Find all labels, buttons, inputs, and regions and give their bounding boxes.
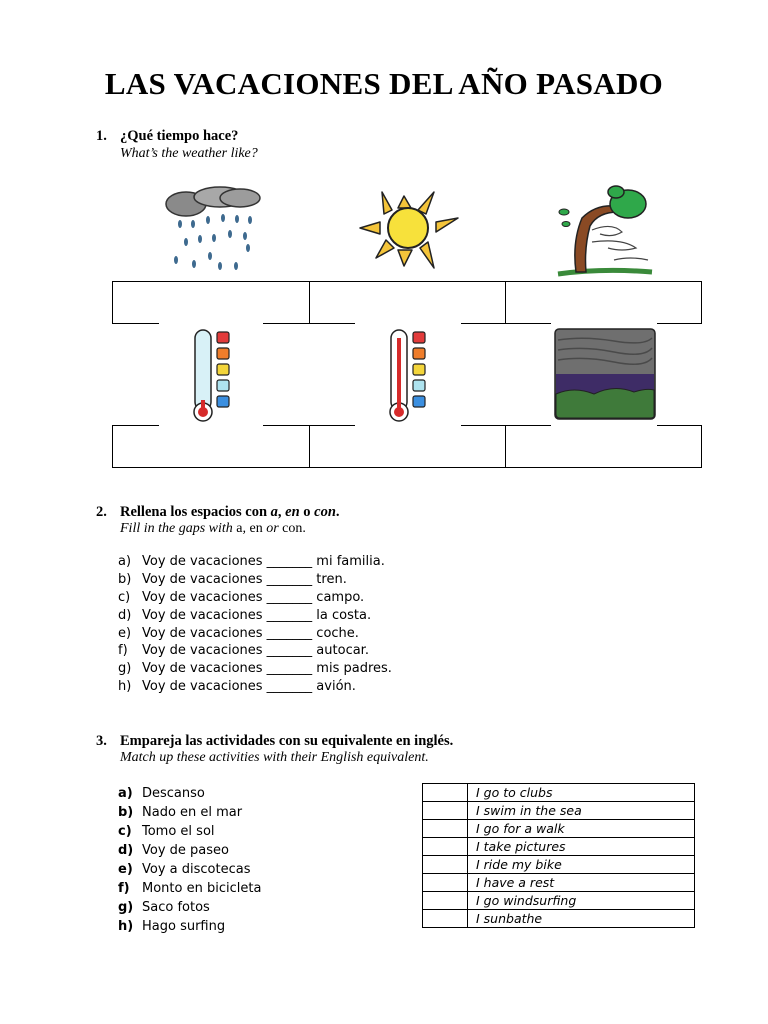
item-text: Voy de vacaciones _______ autocar. <box>142 643 369 659</box>
activity-text: Tomo el sol <box>142 824 215 839</box>
english-activity-cell: I go windsurfing <box>468 892 695 910</box>
rain-cloud-icon <box>160 184 264 276</box>
gap-fill-item <box>118 626 392 644</box>
windy-tree-icon <box>552 182 656 278</box>
weather-answer-row-1 <box>112 281 702 324</box>
answer-cell[interactable] <box>423 874 468 892</box>
activity-label: d) <box>118 843 134 858</box>
q2-number: 2. <box>96 504 107 520</box>
activity-item <box>118 805 261 824</box>
activity-label: c) <box>118 824 132 839</box>
answer-cell[interactable] <box>423 802 468 820</box>
activity-item <box>118 786 261 805</box>
table-row <box>423 820 695 838</box>
q1-number: 1. <box>96 128 107 144</box>
table-row <box>423 874 695 892</box>
english-activity-cell: I sunbathe <box>468 910 695 928</box>
table-row <box>423 802 695 820</box>
item-label: a) <box>118 554 132 569</box>
activity-text: Nado en el mar <box>142 805 243 820</box>
table-row <box>423 910 695 928</box>
activity-label: e) <box>118 862 133 877</box>
english-activity-cell: I go to clubs <box>468 784 695 802</box>
activity-item <box>118 881 261 900</box>
english-activity-cell: I take pictures <box>468 838 695 856</box>
hot-thermometer-icon <box>386 328 432 424</box>
english-activity-cell: I ride my bike <box>468 856 695 874</box>
activity-item <box>118 824 261 843</box>
activity-item <box>118 843 261 862</box>
matching-table <box>422 783 695 928</box>
gap-fill-item <box>118 643 392 661</box>
activity-label: a) <box>118 786 133 801</box>
gap-fill-item <box>118 608 392 626</box>
page-title: LAS VACACIONES DEL AÑO PASADO <box>104 66 664 101</box>
item-label: g) <box>118 661 132 677</box>
activity-item <box>118 900 261 919</box>
q3-heading: Empareja las actividades con su equivalente en inglés. <box>120 733 454 749</box>
activity-text: Voy a discotecas <box>142 862 251 877</box>
answer-cell[interactable] <box>423 838 468 856</box>
activity-label: h) <box>118 919 134 934</box>
item-text: Voy de vacaciones _______ avión. <box>142 679 356 695</box>
q2-heading: Rellena los espacios con a, en o con. <box>120 504 340 520</box>
table-row <box>423 838 695 856</box>
item-label: c) <box>118 589 131 605</box>
activity-label: b) <box>118 805 134 820</box>
q1-subheading: What’s the weather like? <box>120 146 258 161</box>
gap-fill-item <box>118 679 392 697</box>
activity-text: Saco fotos <box>142 900 210 915</box>
item-label: f) <box>118 643 128 659</box>
english-activity-cell: I swim in the sea <box>468 802 695 820</box>
storm-sky-icon <box>554 328 656 420</box>
item-label: e) <box>118 625 132 641</box>
table-row <box>423 892 695 910</box>
item-label: b) <box>118 571 132 587</box>
item-text: Voy de vacaciones _______ la costa. <box>142 607 372 623</box>
activity-text: Descanso <box>142 786 205 801</box>
q2-subheading: Fill in the gaps with a, en or con. <box>120 521 306 536</box>
q3-subheading: Match up these activities with their English equivalent. <box>120 750 429 765</box>
table-row <box>423 856 695 874</box>
activity-label: f) <box>118 881 130 896</box>
item-text: Voy de vacaciones _______ mi familia. <box>142 554 385 569</box>
answer-cell[interactable] <box>423 784 468 802</box>
activity-item <box>118 919 261 938</box>
gap-fill-list <box>118 554 392 697</box>
activity-label: g) <box>118 900 134 915</box>
activity-text: Hago surfing <box>142 919 226 934</box>
item-label: d) <box>118 607 132 623</box>
english-activity-cell: I have a rest <box>468 874 695 892</box>
q1-heading: ¿Qué tiempo hace? <box>120 128 239 144</box>
cold-thermometer-icon <box>190 328 236 424</box>
item-text: Voy de vacaciones _______ coche. <box>142 625 359 641</box>
activity-text: Monto en bicicleta <box>142 881 262 896</box>
gap-fill-item <box>118 554 392 572</box>
item-text: Voy de vacaciones _______ tren. <box>142 571 347 587</box>
answer-cell[interactable] <box>423 910 468 928</box>
item-text: Voy de vacaciones _______ mis padres. <box>142 661 392 677</box>
english-activity-cell: I go for a walk <box>468 820 695 838</box>
weather-answer-row-2 <box>112 425 702 468</box>
activity-item <box>118 862 261 881</box>
item-text: Voy de vacaciones _______ campo. <box>142 589 365 605</box>
gap-fill-item <box>118 572 392 590</box>
answer-cell[interactable] <box>423 856 468 874</box>
q3-number: 3. <box>96 733 107 749</box>
answer-cell[interactable] <box>423 820 468 838</box>
gap-fill-item <box>118 661 392 679</box>
table-row <box>423 784 695 802</box>
gap-fill-item <box>118 590 392 608</box>
sun-icon <box>356 188 460 270</box>
activity-text: Voy de paseo <box>142 843 229 858</box>
answer-cell[interactable] <box>423 892 468 910</box>
activity-list <box>118 786 261 938</box>
item-label: h) <box>118 679 132 695</box>
